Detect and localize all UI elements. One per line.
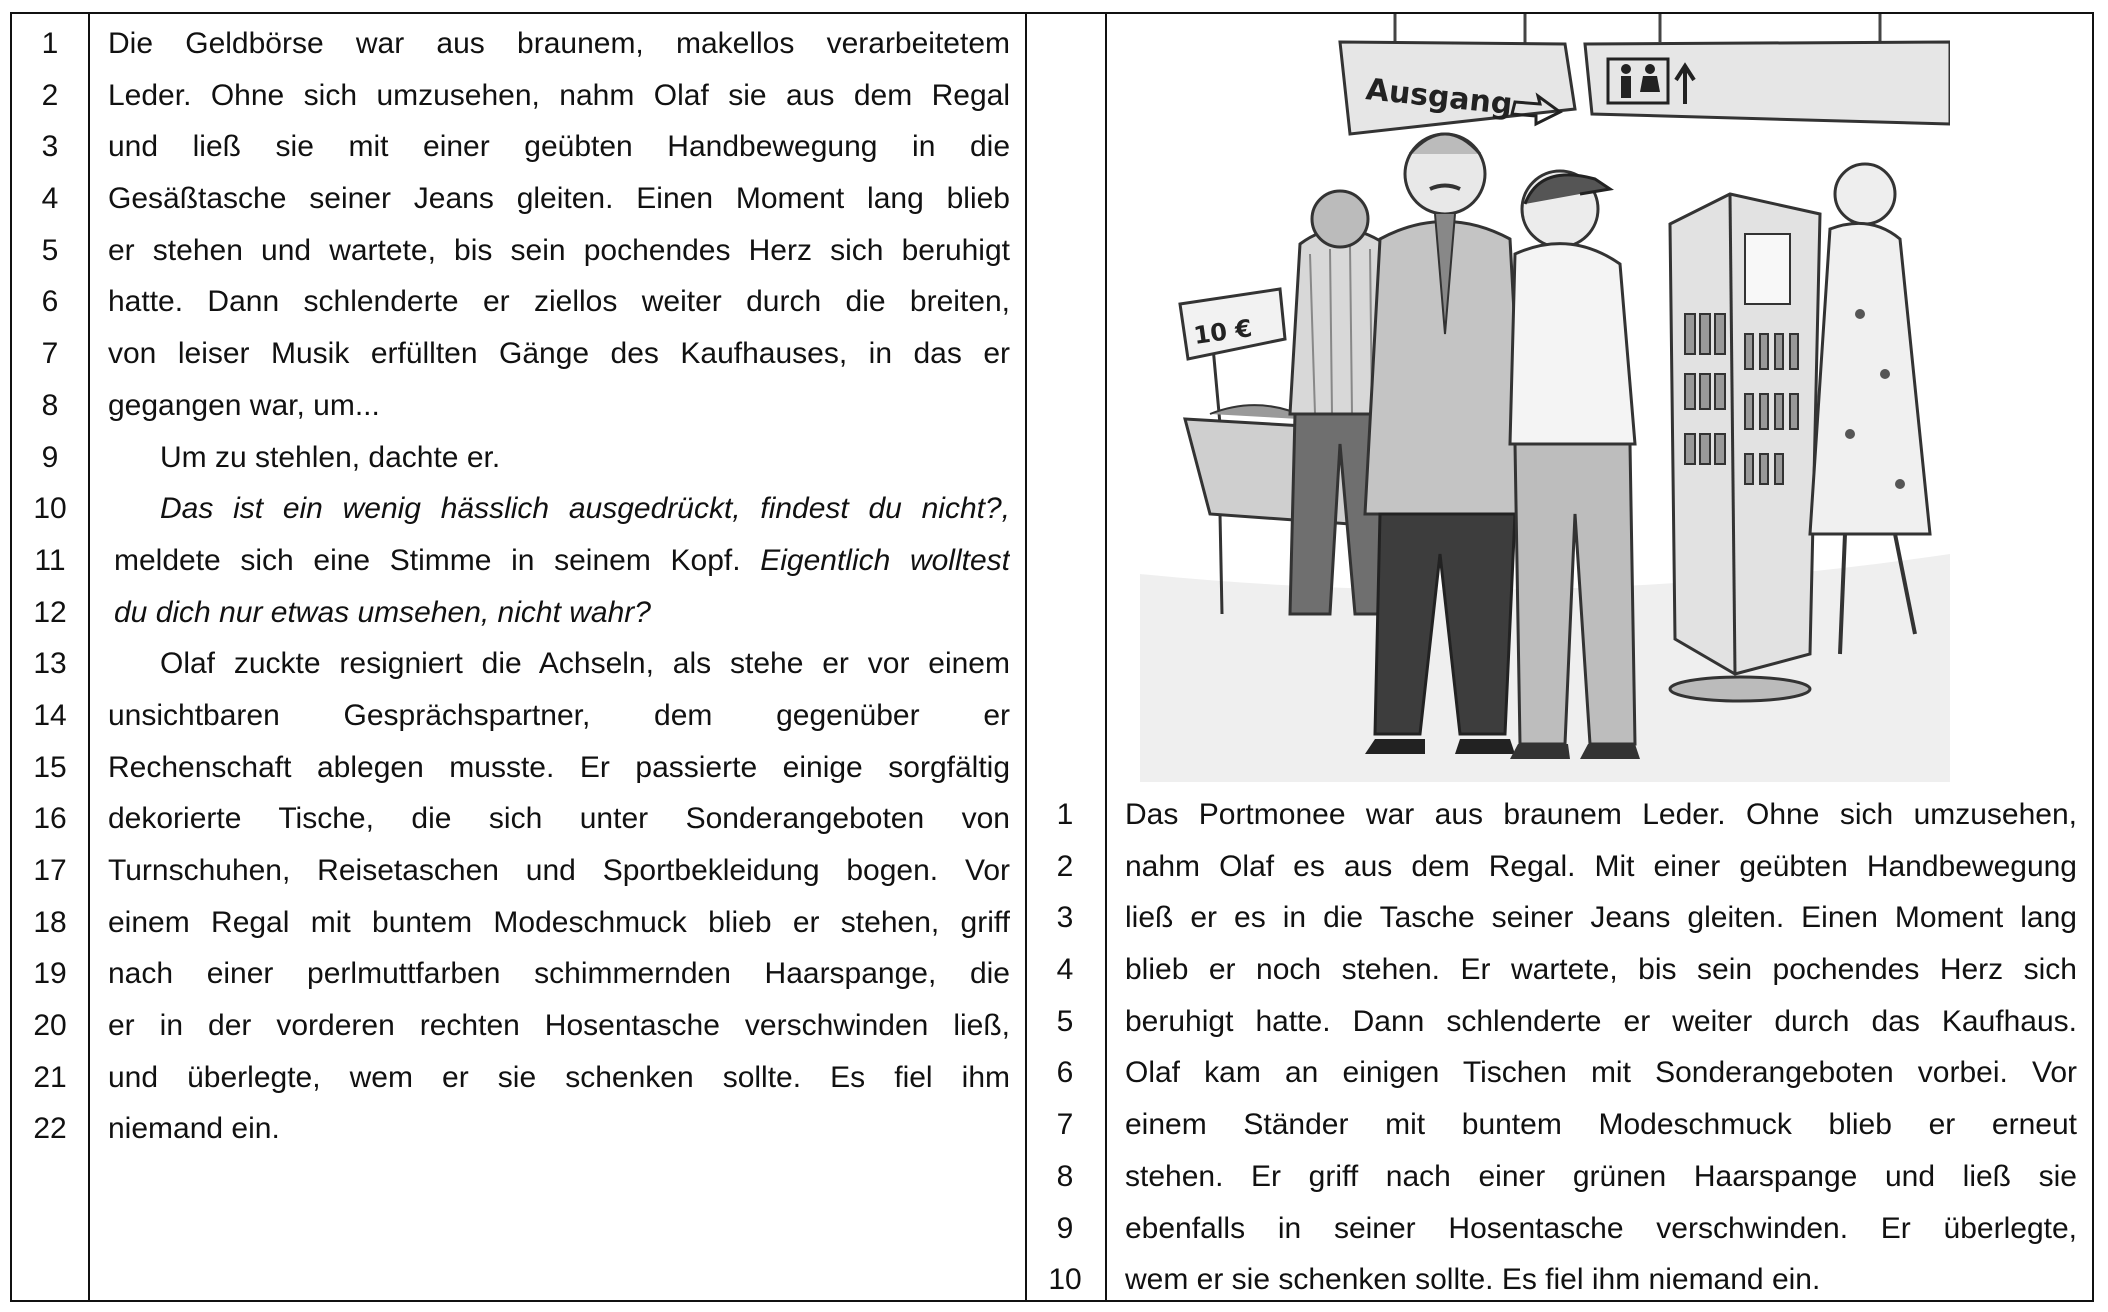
line-number: 7 bbox=[41, 337, 59, 371]
left-line-numbers bbox=[12, 18, 88, 1155]
line-number: 5 bbox=[41, 233, 59, 267]
text-line: von leiser Musik erfüllten Gänge des Kaufhauses, in das er bbox=[108, 337, 1010, 371]
text-line: blieb er noch stehen. Er wartete, bis sein pochendes Herz sich bbox=[1125, 953, 2077, 987]
line-number: 5 bbox=[1056, 1004, 1074, 1038]
line-number: 4 bbox=[41, 182, 59, 216]
text-line: beruhigt hatte. Dann schlenderte er weiter durch das Kaufhaus. bbox=[1125, 1004, 2077, 1038]
jewelry-stand bbox=[1670, 194, 1820, 701]
text-line: Leder. Ohne sich umzusehen, nahm Olaf sie aus dem Regal bbox=[108, 78, 1010, 112]
text-line: niemand ein. bbox=[108, 1112, 280, 1146]
original-text bbox=[108, 18, 1010, 1155]
line-number: 7 bbox=[1056, 1108, 1074, 1142]
text-line: und überlegte, wem er sie schenken sollte. Es fiel ihm bbox=[108, 1060, 1010, 1094]
text-line: und ließ sie mit einer geübten Handbewegung in die bbox=[108, 130, 1010, 164]
line-number: 2 bbox=[41, 78, 59, 112]
plain-text: meldete sich eine Stimme in seinem Kopf. bbox=[114, 543, 761, 577]
text-line: wem er sie schenken sollte. Es fiel ihm niemand ein. bbox=[1125, 1263, 1821, 1297]
line-number: 16 bbox=[33, 802, 67, 836]
text-line: er in der vorderen rechten Hosentasche verschwinden ließ, bbox=[108, 1009, 1010, 1043]
text-line: stehen. Er griff nach einer grünen Haarspange und ließ sie bbox=[1125, 1159, 2077, 1193]
line-number: 3 bbox=[1056, 901, 1074, 935]
text-line: Olaf kam an einigen Tischen mit Sonderangeboten vorbei. Vor bbox=[1125, 1056, 2077, 1090]
text-line: Die Geldbörse war aus braunem, makellos verarbeitetem bbox=[108, 27, 1010, 60]
price-sign bbox=[1180, 289, 1285, 424]
line-number: 1 bbox=[41, 27, 59, 60]
price-label: 10 € bbox=[1191, 314, 1254, 350]
text-line: Turnschuhen, Reisetaschen und Sportbekleidung bogen. Vor bbox=[108, 854, 1010, 887]
restroom-sign bbox=[1585, 42, 1950, 124]
text-line: dekorierte Tische, die sich unter Sonderangeboten von bbox=[108, 802, 1010, 836]
line-number: 12 bbox=[33, 595, 67, 629]
exit-sign-label: Ausgang bbox=[1364, 72, 1515, 123]
text-line: ließ er es in die Tasche seiner Jeans gleiten. Einen Moment lang bbox=[1125, 901, 2077, 935]
simplified-text bbox=[1125, 789, 2077, 1306]
text-line: Rechenschaft ablegen musste. Er passierte einige sorgfältig bbox=[108, 750, 1010, 784]
line-number: 10 bbox=[1048, 1263, 1082, 1297]
line-number: 15 bbox=[33, 750, 67, 784]
line-number: 17 bbox=[33, 854, 67, 887]
divider bbox=[1105, 14, 1107, 1300]
line-number: 21 bbox=[33, 1060, 67, 1094]
text-line: Gesäßtasche seiner Jeans gleiten. Einen Moment lang blieb bbox=[108, 182, 1010, 216]
text-line: Um zu stehlen, dachte er. bbox=[160, 440, 501, 474]
line-number: 8 bbox=[41, 388, 59, 422]
italic-text: du dich nur etwas umsehen, nicht wahr? bbox=[114, 595, 651, 629]
text-line: unsichtbaren Gesprächspartner, dem gegenüber er bbox=[108, 698, 1010, 732]
text-line: gegangen war, um... bbox=[108, 388, 380, 422]
text-line: Olaf zuckte resigniert die Achseln, als stehe er vor einem bbox=[160, 647, 1010, 681]
line-number: 6 bbox=[41, 285, 59, 319]
line-number: 9 bbox=[1056, 1211, 1074, 1245]
line-number: 10 bbox=[33, 492, 67, 526]
line-number: 2 bbox=[1056, 849, 1074, 883]
text-line: er stehen und wartete, bis sein pochendes Herz sich beruhigt bbox=[108, 233, 1010, 267]
text-line: hatte. Dann schlenderte er ziellos weiter durch die breiten, bbox=[108, 285, 1010, 319]
line-number: 14 bbox=[33, 698, 67, 732]
line-number: 22 bbox=[33, 1112, 67, 1146]
right-line-numbers bbox=[1025, 789, 1105, 1306]
text-line bbox=[108, 587, 1010, 639]
line-number: 20 bbox=[33, 1009, 67, 1043]
line-number: 18 bbox=[33, 905, 67, 939]
text-line: Das Portmonee war aus braunem Leder. Ohne sich umzusehen, bbox=[1125, 798, 2077, 831]
italic-text: Das ist ein wenig hässlich ausgedrückt, findest du nicht?, bbox=[160, 492, 1010, 526]
text-line: ebenfalls in seiner Hosentasche verschwinden. Er überlegte, bbox=[1125, 1211, 2077, 1245]
line-number: 19 bbox=[33, 957, 67, 991]
text-line: einem Regal mit buntem Modeschmuck blieb er stehen, griff bbox=[108, 905, 1010, 939]
divider bbox=[88, 14, 90, 1300]
table-frame bbox=[10, 12, 2094, 1302]
italic-text: Eigentlich wolltest bbox=[760, 543, 1010, 577]
line-number: 11 bbox=[34, 543, 66, 577]
line-number: 3 bbox=[41, 130, 59, 164]
line-number: 8 bbox=[1056, 1159, 1074, 1193]
text-line: einem Ständer mit buntem Modeschmuck blieb er erneut bbox=[1125, 1108, 2077, 1142]
text-line bbox=[108, 535, 1010, 587]
line-number: 13 bbox=[33, 647, 67, 681]
text-line bbox=[108, 483, 1010, 535]
text-line: nach einer perlmuttfarben schimmernden Haarspange, die bbox=[108, 957, 1010, 991]
store-illustration bbox=[1140, 14, 1950, 782]
text-line: nahm Olaf es aus dem Regal. Mit einer geübten Handbewegung bbox=[1125, 849, 2077, 883]
line-number: 4 bbox=[1056, 953, 1074, 987]
line-number: 9 bbox=[41, 440, 59, 474]
line-number: 6 bbox=[1056, 1056, 1074, 1090]
exit-sign bbox=[1340, 42, 1575, 134]
line-number: 1 bbox=[1056, 798, 1074, 831]
